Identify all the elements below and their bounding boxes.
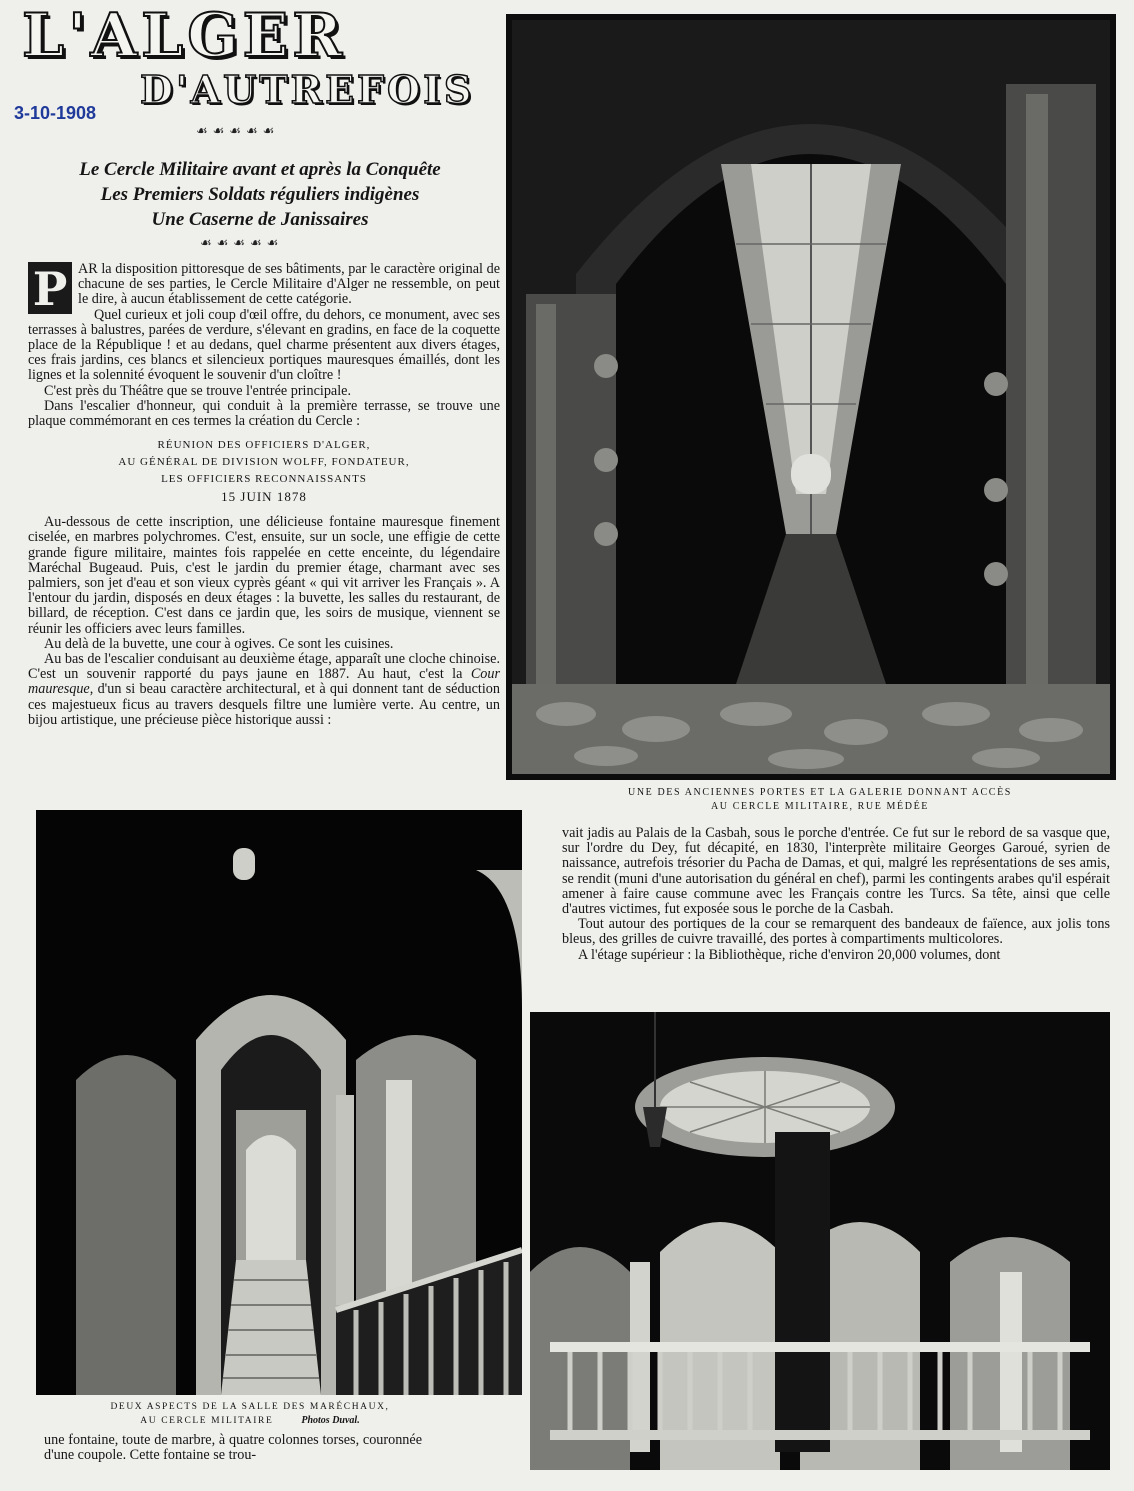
article-headlines — [20, 157, 500, 232]
paragraph-fontaine: une fontaine, toute de marbre, à quatre colonnes torses, couronnée d'une coupole. Cette fontaine se trou- — [44, 1432, 422, 1464]
caption-line: UNE DES ANCIENNES PORTES ET LA GALERIE DONNANT ACCÈS — [628, 787, 1012, 798]
paragraph-2: Quel curieux et joli coup d'œil offre, du dehors, ce monument, avec ses terrasses à balustres, parées de verdure, s'élevant en gradins, en face de la coquette place de la République ! et au dedans, quel charme présentent aux divers étages, ces frais jardins, ces blancs et silencieux portiques mauresques émaillés, dont les lignes et la solennité évoquent le souvenir d'un cloître ! — [28, 306, 500, 384]
date-stamp: 3-10-1908 — [14, 103, 97, 123]
photo-salle-marechaux-2 — [530, 1012, 1110, 1470]
inscription-line: LES OFFICIERS RECONNAISSANTS — [161, 473, 367, 486]
dropcap-letter: P — [28, 262, 72, 314]
paragraph-continued: vait jadis au Palais de la Casbah, sous le porche d'entrée. Ce fut sur le rebord de sa vasque que, sur l'ordre du Dey, fut décapité, en 1830, l'interprète militaire Georges Garoué, syrien de naissance, autrefois trésorier du Pacha de Damas, et qui, malgré les représentations de ses amis, se rendit (muni d'une autorisation du général en chef), parmi les contingents arabes qu'il espérait amener à faire cause commune avec les Français contre les Turcs. Sa tête, ainsi que celle d'autres victimes, fut exposée sous le porche de la Casbah. — [562, 825, 1110, 918]
photo-credit: Photos Duval. — [301, 1415, 360, 1426]
photo-gate-gallery — [506, 14, 1116, 780]
headline-2: Les Premiers Soldats réguliers indigènes — [100, 184, 420, 205]
paragraph-bibliotheque: A l'étage supérieur : la Bibliothèque, riche d'environ 20,000 volumes, dont — [578, 946, 1001, 963]
paragraph-5: Au-dessous de cette inscription, une délicieuse fontaine mauresque finement ciselée, en marbres polychromes. C'est, ensuite, sur un socle, une effigie de cette grande figure militaire, maintes fois rappelée en cette enceinte, du légendaire Maréchal Bugeaud. Puis, c'est le jardin du premier étage, charmant avec ses palmiers, son jet d'eau et son vieux cyprès géant « qui vit arriver les Français ». A l'entour du jardin, disposés en deux étages : la buvette, les salles du restaurant, de billard, de réception. C'est dans ce jardin que, les soirs de musique, viennent se réunir les officiers avec leurs familles. — [28, 514, 500, 637]
headline-3: Une Caserne de Janissaires — [151, 209, 369, 230]
article-column-left — [28, 262, 500, 728]
paragraph-6: Au delà de la buvette, une cour à ogives. Ce sont les cuisines. — [44, 635, 394, 652]
article-column-right — [562, 826, 1110, 963]
paragraph-7: Au bas de l'escalier conduisant au deuxième étage, apparaît une cloche chinoise. C'est un souvenir rapporté du pays jaune en 1887. Au haut, c'est la Cour mauresque, d'un si beau caractère architectural, et à qui donnent tant de séduction ces majestueux ficus au travers desquels filtre une lumière verte. Au centre, un bijou artistique, une précieuse pièce historique aussi : — [28, 651, 500, 728]
paragraph-4: Dans l'escalier d'honneur, qui conduit à la première terrasse, se trouve une plaque commémorant en ces termes la création du Cercle : — [28, 397, 500, 430]
caption-salle-marechaux — [40, 1400, 460, 1428]
inscription-date: 15 JUIN 1878 — [221, 489, 307, 505]
article-column-bottom — [44, 1433, 422, 1463]
inscription-line: AU GÉNÉRAL DE DIVISION WOLFF, FONDATEUR, — [118, 456, 410, 469]
caption-line: DEUX ASPECTS DE LA SALLE DES MARÉCHAUX, — [110, 1402, 390, 1412]
caption-gate-gallery — [560, 786, 1080, 814]
masthead-title: L'ALGER — [22, 1, 347, 71]
caption-line: AU CERCLE MILITAIRE, RUE MÉDÉE — [710, 801, 929, 812]
inscription-line: RÉUNION DES OFFICIERS D'ALGER, — [157, 439, 371, 452]
ornament-divider-bottom: ☙☙☙☙☙ — [200, 236, 284, 251]
masthead-subtitle: D'AUTREFOIS — [140, 67, 475, 112]
paragraph-3: C'est près du Théâtre que se trouve l'entrée principale. — [44, 382, 352, 399]
photo-salle-marechaux-1 — [36, 810, 522, 1395]
paragraph-1: P AR la disposition pittoresque de ses bâtiments, par le caractère original de chacune de ses parties, le Cercle Militaire d'Alger ne ressemble, on peut le dire, à aucun établissement de cette catégorie. — [28, 262, 500, 308]
headline-1: Le Cercle Militaire avant et après la Conquête — [79, 159, 441, 180]
paragraph-faience: Tout autour des portiques de la cour se remarquent des bandeaux de faïence, aux jolis tons bleus, des grilles de cuivre travaillé, des portes à compartiments multicolores. — [562, 916, 1110, 948]
ornament-divider-top: ☙☙☙☙☙ — [196, 124, 280, 139]
caption-line: AU CERCLE MILITAIRE Photos Duval. — [140, 1415, 360, 1426]
plaque-inscription — [28, 437, 500, 505]
